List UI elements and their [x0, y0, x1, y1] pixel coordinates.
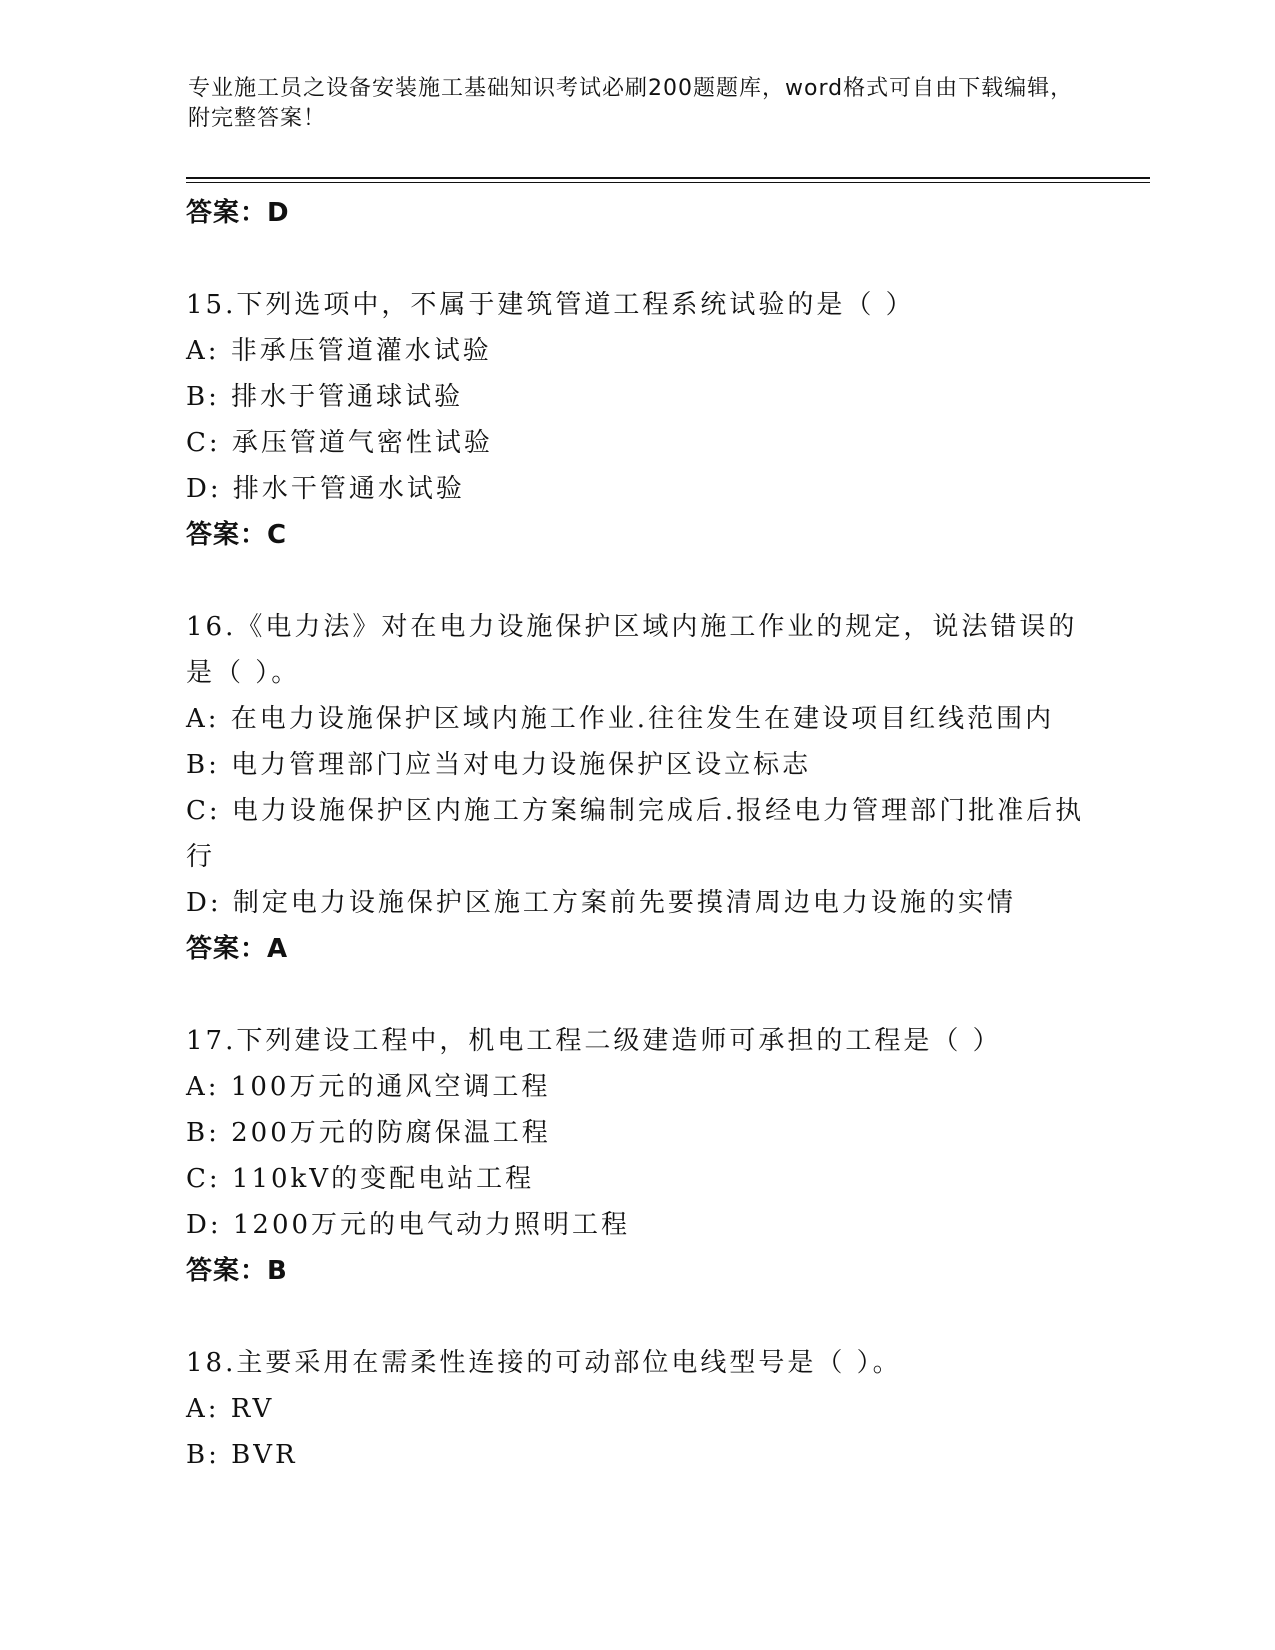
option-c: C: 承压管道气密性试验	[186, 428, 493, 458]
header-divider-thick	[186, 177, 1150, 179]
option-c: C: 110kV的变配电站工程	[186, 1164, 535, 1194]
question-17	[186, 1018, 1106, 1294]
question-stem: 16.《电力法》对在电力设施保护区域内施工作业的规定，说法错误的是（ ）。	[186, 612, 1078, 688]
option-d: D: 排水干管通水试验	[186, 474, 465, 504]
answer-line: 答案：B	[186, 1256, 288, 1286]
option-a: A: 在电力设施保护区域内施工作业.往往发生在建设项目红线范围内	[186, 704, 1055, 734]
question-stem: 18.主要采用在需柔性连接的可动部位电线型号是（ ）。	[186, 1348, 902, 1378]
option-b: B: 200万元的防腐保温工程	[186, 1118, 551, 1148]
option-d: D: 1200万元的电气动力照明工程	[186, 1210, 631, 1240]
option-c: C: 电力设施保护区内施工方案编制完成后.报经电力管理部门批准后执行	[186, 796, 1085, 872]
option-d: D: 制定电力设施保护区施工方案前先要摸清周边电力设施的实情	[186, 888, 1016, 918]
option-b: B: 电力管理部门应当对电力设施保护区设立标志	[186, 750, 812, 780]
document-header: 专业施工员之设备安装施工基础知识考试必刷200题题库，word格式可自由下载编辑，附完整答案！	[188, 76, 1074, 131]
question-15	[186, 282, 1106, 558]
option-b: B: BVR	[186, 1440, 298, 1470]
answer-line: 答案：D	[186, 198, 290, 228]
header-divider-thin	[186, 182, 1150, 183]
answer-line: 答案：C	[186, 520, 288, 550]
question-list	[186, 190, 1106, 1478]
question-stem: 15.下列选项中，不属于建筑管道工程系统试验的是（ ）	[186, 290, 915, 320]
question-18	[186, 1340, 1106, 1478]
answer-line: 答案：A	[186, 934, 289, 964]
option-a: A: RV	[186, 1394, 275, 1424]
question-16	[186, 604, 1106, 972]
option-a: A: 100万元的通风空调工程	[186, 1072, 551, 1102]
question-stem: 17.下列建设工程中，机电工程二级建造师可承担的工程是（ ）	[186, 1026, 1002, 1056]
option-b: B: 排水于管通球试验	[186, 382, 464, 412]
option-a: A: 非承压管道灌水试验	[186, 336, 492, 366]
